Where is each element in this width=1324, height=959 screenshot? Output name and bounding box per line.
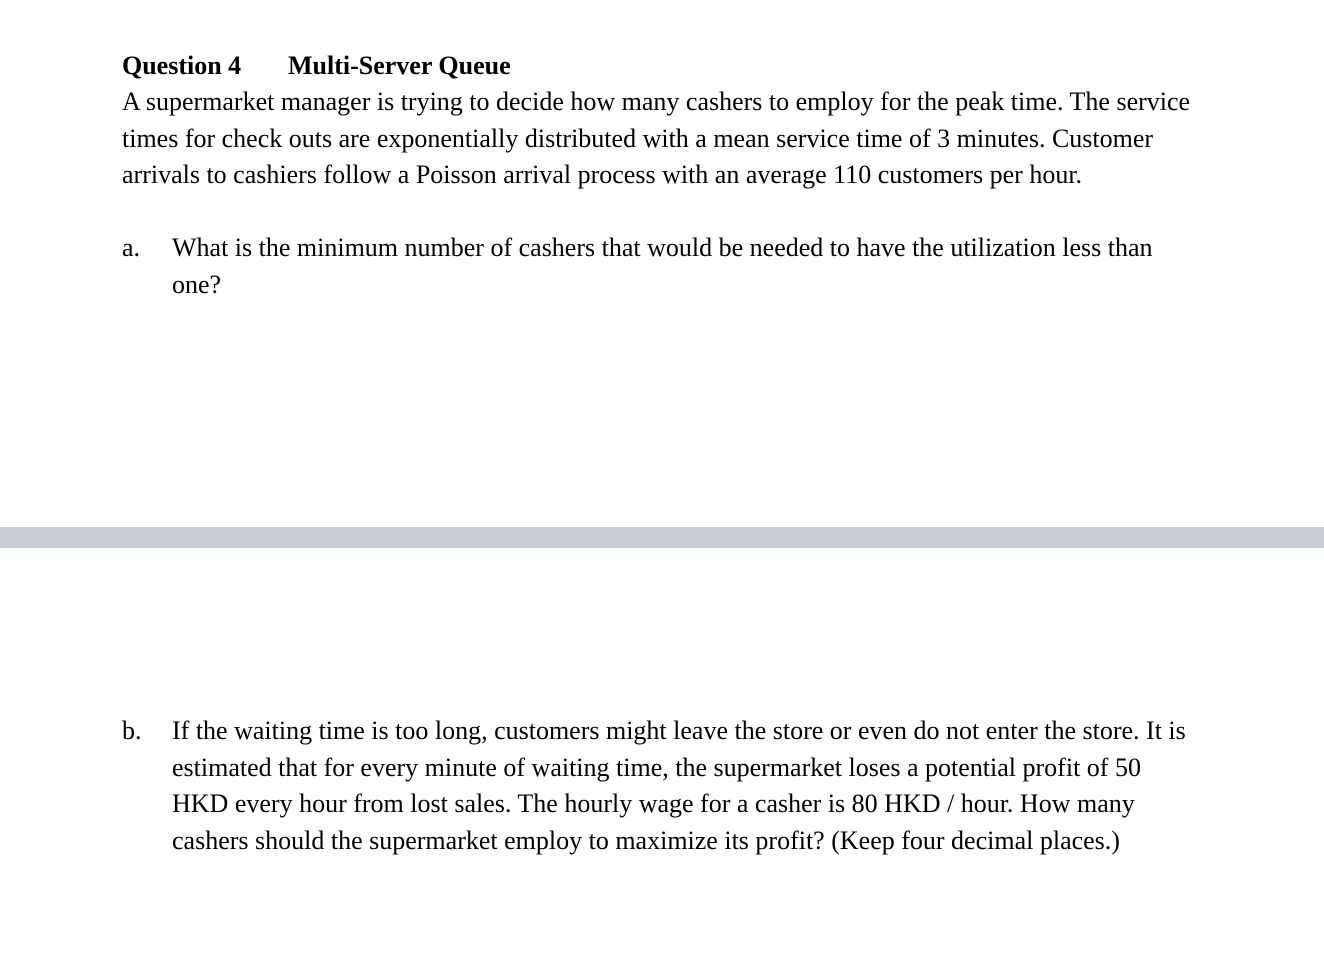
page-separator <box>0 527 1324 548</box>
part-a-marker: a. <box>122 233 141 262</box>
question-intro: A supermarket manager is trying to decide how many cashers to employ for the peak time. The service times for check outs are exponentially distributed with a mean service time of 3 minutes. Customer arrivals to cashiers follow a Poisson arrival process with an average 110 customers per hour. <box>122 87 1191 189</box>
question-title: Multi-Server Queue <box>288 51 511 80</box>
part-a-text: What is the minimum number of cashers that would be needed to have the utilization less than one? <box>172 233 1153 299</box>
part-b-marker: b. <box>122 716 142 745</box>
part-b-text: If the waiting time is too long, customers might leave the store or even do not enter the store. It is estimated that for every minute of waiting time, the supermarket loses a potential profit of 50 HKD every hour from lost sales. The hourly wage for a casher is 80 HKD / hour. How many cashers should the supermarket employ to maximize its profit? (Keep four decimal places.) <box>172 716 1186 855</box>
question-heading <box>122 47 511 85</box>
part-b <box>122 713 1202 859</box>
part-a <box>122 230 1202 303</box>
question-label: Question 4 <box>122 51 242 80</box>
